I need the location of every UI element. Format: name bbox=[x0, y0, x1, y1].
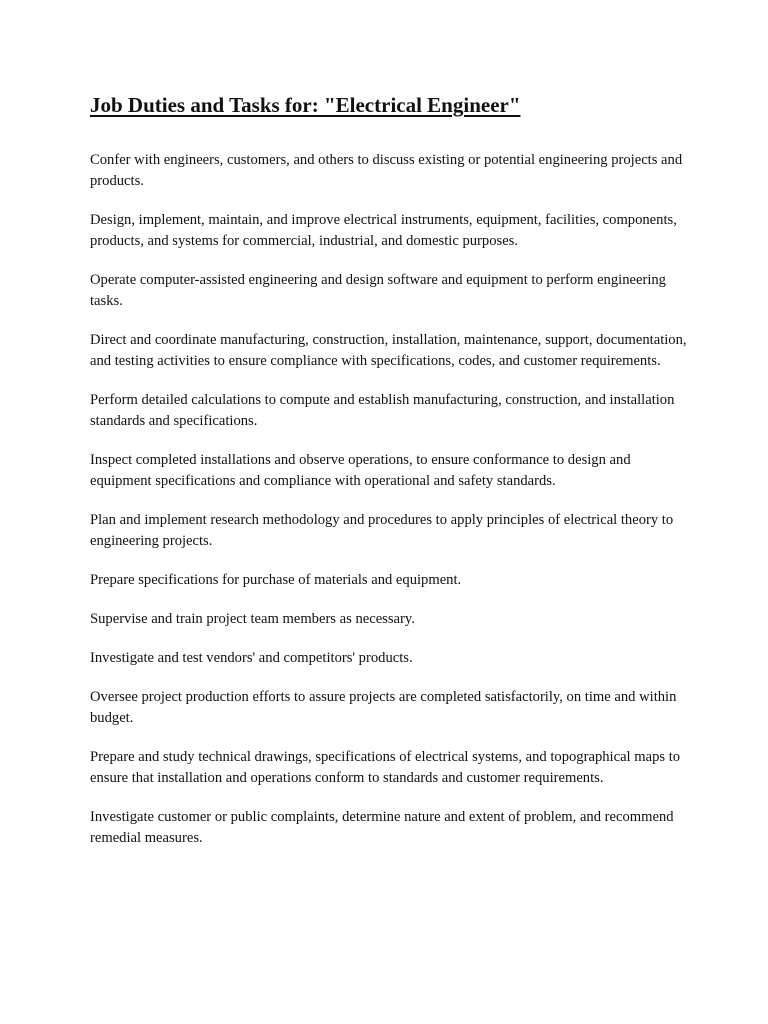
duty-paragraph: Confer with engineers, customers, and others to discuss existing or potential engineering projects and products. bbox=[90, 152, 683, 189]
duty-paragraph: Oversee project production efforts to assure projects are completed satisfactorily, on time and within budget. bbox=[90, 689, 677, 726]
duty-paragraph: Prepare and study technical drawings, specifications of electrical systems, and topographical maps to ensure that installation and operations conform to standards and customer requirements. bbox=[90, 749, 681, 786]
duty-paragraph: Plan and implement research methodology and procedures to apply principles of electrical theory to engineering projects. bbox=[90, 512, 674, 549]
document-title: Job Duties and Tasks for: "Electrical Engineer" bbox=[90, 93, 521, 117]
duties-list bbox=[90, 150, 690, 849]
duty-paragraph: Operate computer-assisted engineering and design software and equipment to perform engineering tasks. bbox=[90, 272, 666, 309]
duty-paragraph: Design, implement, maintain, and improve electrical instruments, equipment, facilities, components, products, and systems for commercial, industrial, and domestic purposes. bbox=[90, 212, 677, 249]
document-page bbox=[90, 90, 690, 867]
duty-paragraph: Prepare specifications for purchase of materials and equipment. bbox=[90, 572, 462, 588]
duty-paragraph: Perform detailed calculations to compute and establish manufacturing, construction, and installation standards and specifications. bbox=[90, 392, 675, 429]
duty-paragraph: Supervise and train project team members as necessary. bbox=[90, 611, 415, 627]
duty-paragraph: Investigate and test vendors' and competitors' products. bbox=[90, 650, 413, 666]
duty-paragraph: Direct and coordinate manufacturing, construction, installation, maintenance, support, documentation, and testing activities to ensure compliance with specifications, codes, and customer requirements. bbox=[90, 332, 687, 369]
duty-paragraph: Inspect completed installations and observe operations, to ensure conformance to design and equipment specifications and compliance with operational and safety standards. bbox=[90, 452, 631, 489]
duty-paragraph: Investigate customer or public complaints, determine nature and extent of problem, and recommend remedial measures. bbox=[90, 809, 674, 846]
